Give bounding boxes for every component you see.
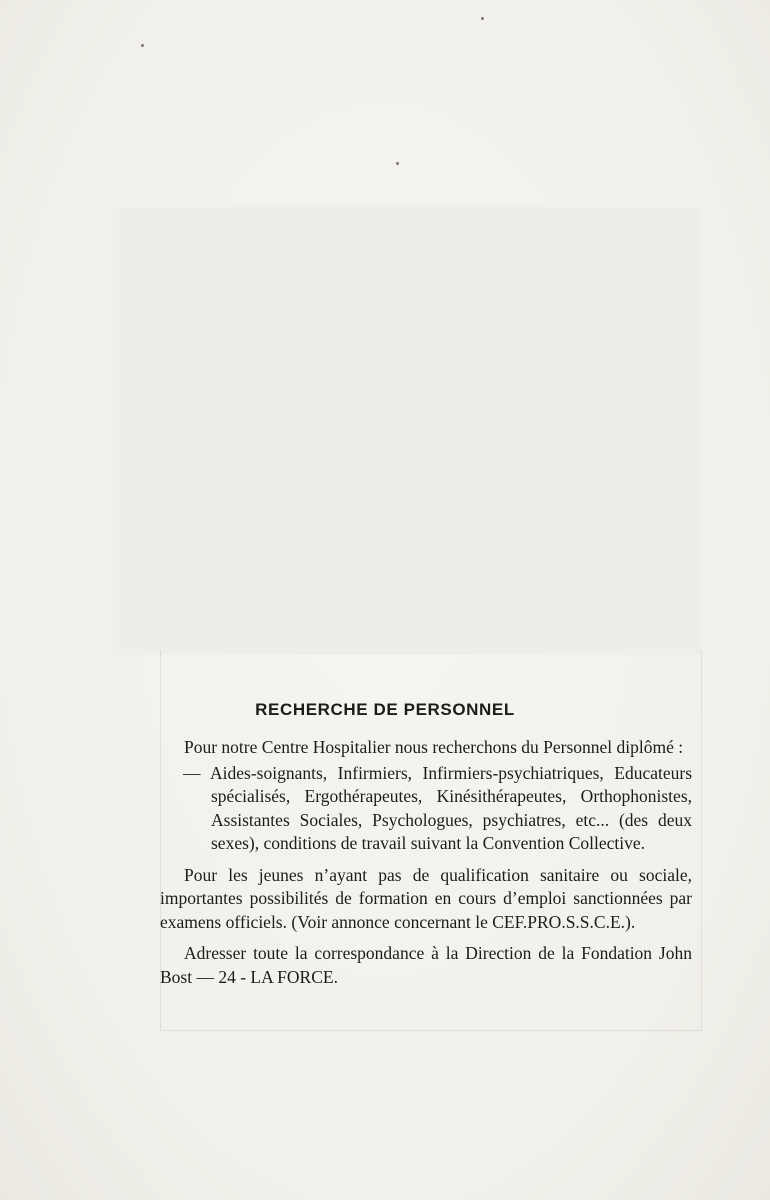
paragraph-training: Pour les jeunes n’ayant pas de qualification sanitaire ou sociale, importantes possibilités de formation en cours d’emploi sanctionnées par examens officiels. (Voir annonce concernant le CEF.PRO.S.S.C.E.).: [160, 864, 692, 932]
paragraph-job-list: — Aides-soignants, Infirmiers, Infirmiers-psychiatriques, Educateurs spécialisés, Ergothérapeutes, Kinésithérapeutes, Orthophonistes, Assistantes Sociales, Psychologues, psychiatres, etc... (des deux sexes), conditions de travail suivant la Convention Collective.: [183, 762, 692, 853]
paper-speck: [481, 17, 484, 20]
section-title: RECHERCHE DE PERSONNEL: [255, 700, 515, 719]
paragraph-intro: Pour notre Centre Hospitalier nous recherchons du Personnel diplômé :: [184, 737, 684, 757]
paper-speck: [396, 162, 399, 165]
body-text: [160, 736, 692, 989]
blank-image-area: [113, 207, 701, 655]
paper-speck: [141, 44, 144, 47]
paragraph-address: Adresser toute la correspondance à la Direction de la Fondation John Bost — 24 - LA FORCE.: [160, 943, 692, 987]
